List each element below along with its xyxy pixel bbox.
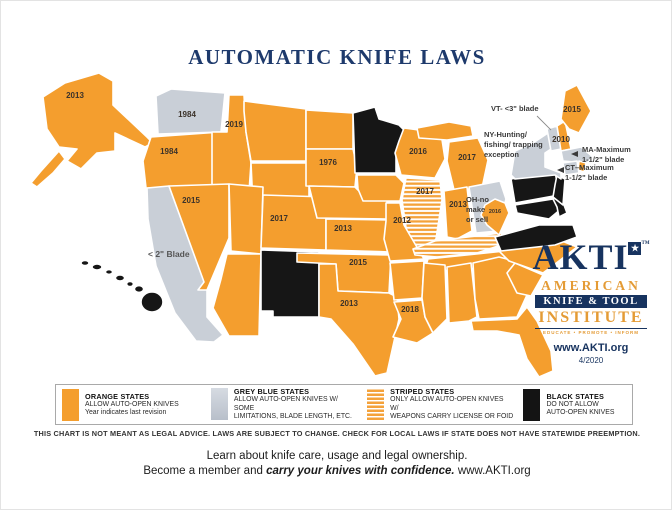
year-label-nv: 2015 <box>182 196 200 205</box>
legend-striped-head: STRIPED STATES <box>390 387 455 397</box>
state-or <box>143 132 221 190</box>
legend-black-line1: DO NOT ALLOW <box>546 400 599 408</box>
disclaimer-text: THIS CHART IS NOT MEANT AS LEGAL ADVICE. LAWS ARE SUBJECT TO CHANGE. CHECK FOR LOCAL LAWS IF STATE DOES NOT HAVE STATEWIDE PREEMPTION. <box>33 429 641 438</box>
annotation-ma-line2: 1-1/2" blade <box>582 154 625 164</box>
legend-orange-line1: ALLOW AUTO-OPEN KNIVES <box>85 400 179 408</box>
year-label-co: 2017 <box>270 214 288 223</box>
grey-swatch <box>211 388 228 420</box>
legend-grey-line2: LIMITATIONS, BLADE LENGTH, ETC. <box>233 413 352 421</box>
footer-line2-url: www.AKTI.org <box>457 465 531 477</box>
footer-line1: Learn about knife care, usage and legal ownership. <box>206 450 468 462</box>
logo-knife-tool: KNIFE & TOOL <box>535 295 647 308</box>
year-label-ks: 2013 <box>334 224 352 233</box>
year-label-ak: 2013 <box>66 91 84 100</box>
akti-wordmark <box>525 239 657 275</box>
annotation-ct-line1: CT–Maximum <box>565 163 614 172</box>
orange-swatch <box>62 389 79 421</box>
annotation-vt: VT- <3" blade <box>491 104 539 113</box>
state-hi <box>81 260 163 312</box>
annotation-ct-line2: 1-1/2" blade <box>565 172 608 182</box>
logo-tagline: EDUCATE • PROMOTE • INFORM <box>535 328 647 335</box>
year-label-me: 2015 <box>563 105 581 114</box>
logo-url: www.AKTI.org <box>553 342 629 354</box>
year-label-sd: 1976 <box>319 158 337 167</box>
state-ia <box>357 175 404 201</box>
annotation-ma <box>582 145 631 165</box>
legend-black-line2: AUTO-OPEN KNIVES <box>546 409 615 416</box>
annotation-ny <box>484 130 543 159</box>
year-label-id: 2019 <box>225 120 243 129</box>
year-label-wa: 1984 <box>178 110 196 119</box>
legend-item-orange <box>62 389 201 421</box>
logo-american: AMERICAN <box>541 278 641 293</box>
logo-version: 4/2020 <box>578 356 604 365</box>
state-az <box>213 254 261 336</box>
logo-institute: INSTITUTE <box>538 309 644 326</box>
legend <box>55 384 633 425</box>
year-label-nh: 2010 <box>552 135 570 144</box>
annotation-ny-line1: NY-Hunting/ <box>484 130 527 139</box>
annotation-oh-line3: or sell <box>466 214 489 224</box>
annotation-ny-line3: exception <box>484 149 520 159</box>
year-label-wv: 2016 <box>488 209 502 215</box>
year-label-or: 1984 <box>160 147 178 156</box>
state-ar <box>390 261 424 300</box>
vt-leader-line <box>537 116 551 130</box>
black-swatch <box>523 389 540 421</box>
legend-item-striped <box>367 387 513 421</box>
year-label-tx: 2013 <box>340 299 358 308</box>
legend-grey-line1: ALLOW AUTO-OPEN KNIVES W/ SOME <box>233 396 338 412</box>
state-mt <box>244 101 306 161</box>
state-sd <box>306 149 357 187</box>
year-label-ok: 2015 <box>349 258 367 267</box>
year-label-mo: 2012 <box>393 216 411 225</box>
legend-orange-line2: Year indicates last revision <box>85 409 167 416</box>
legend-black-head: BLACK STATES <box>546 391 605 401</box>
annotation-ny-line2: fishing/ trapping <box>484 139 543 149</box>
legend-item-black <box>523 389 616 421</box>
footer-line2-emphasis: carry your knives with confidence. <box>266 465 455 477</box>
akti-logo <box>525 239 657 365</box>
state-ut <box>229 184 263 254</box>
page-title: AUTOMATIC KNIFE LAWS <box>188 45 486 69</box>
legend-striped-line1: ONLY ALLOW AUTO-OPEN KNIVES W/ <box>390 396 504 412</box>
footer-line2-pre: Become a member and <box>143 465 267 477</box>
striped-swatch <box>367 388 384 420</box>
year-label-wi: 2016 <box>409 147 427 156</box>
year-label-il: 2017 <box>416 187 434 196</box>
legend-orange-head: ORANGE STATES <box>85 391 150 401</box>
state-nd <box>306 110 353 149</box>
annotation-oh <box>466 195 489 224</box>
legend-grey-head: GREY BLUE STATES <box>233 387 310 397</box>
annotation-ca: < 2" Blade <box>148 249 190 259</box>
annotation-oh-line2: make <box>466 204 486 214</box>
trademark-symbol: TM <box>641 241 650 246</box>
footer-line2 <box>1 465 672 477</box>
year-label-la: 2018 <box>401 305 419 314</box>
legend-striped-line2: WEAPONS CARRY LICENSE OR FOID <box>390 413 514 421</box>
state-mi-up <box>417 122 473 140</box>
annotation-oh-line1: OH-no <box>466 195 489 204</box>
state-al <box>447 263 477 323</box>
star-icon: ★ <box>628 242 641 255</box>
akti-text: AKTI <box>532 237 629 277</box>
annotation-ma-line1: MA-Maximum <box>582 145 631 154</box>
year-label-in: 2013 <box>449 200 467 209</box>
legend-item-grey <box>211 387 357 421</box>
state-ak-tail <box>31 151 65 187</box>
state-mi <box>447 138 488 190</box>
annotation-ct <box>565 163 614 183</box>
year-label-mi: 2017 <box>458 153 476 162</box>
